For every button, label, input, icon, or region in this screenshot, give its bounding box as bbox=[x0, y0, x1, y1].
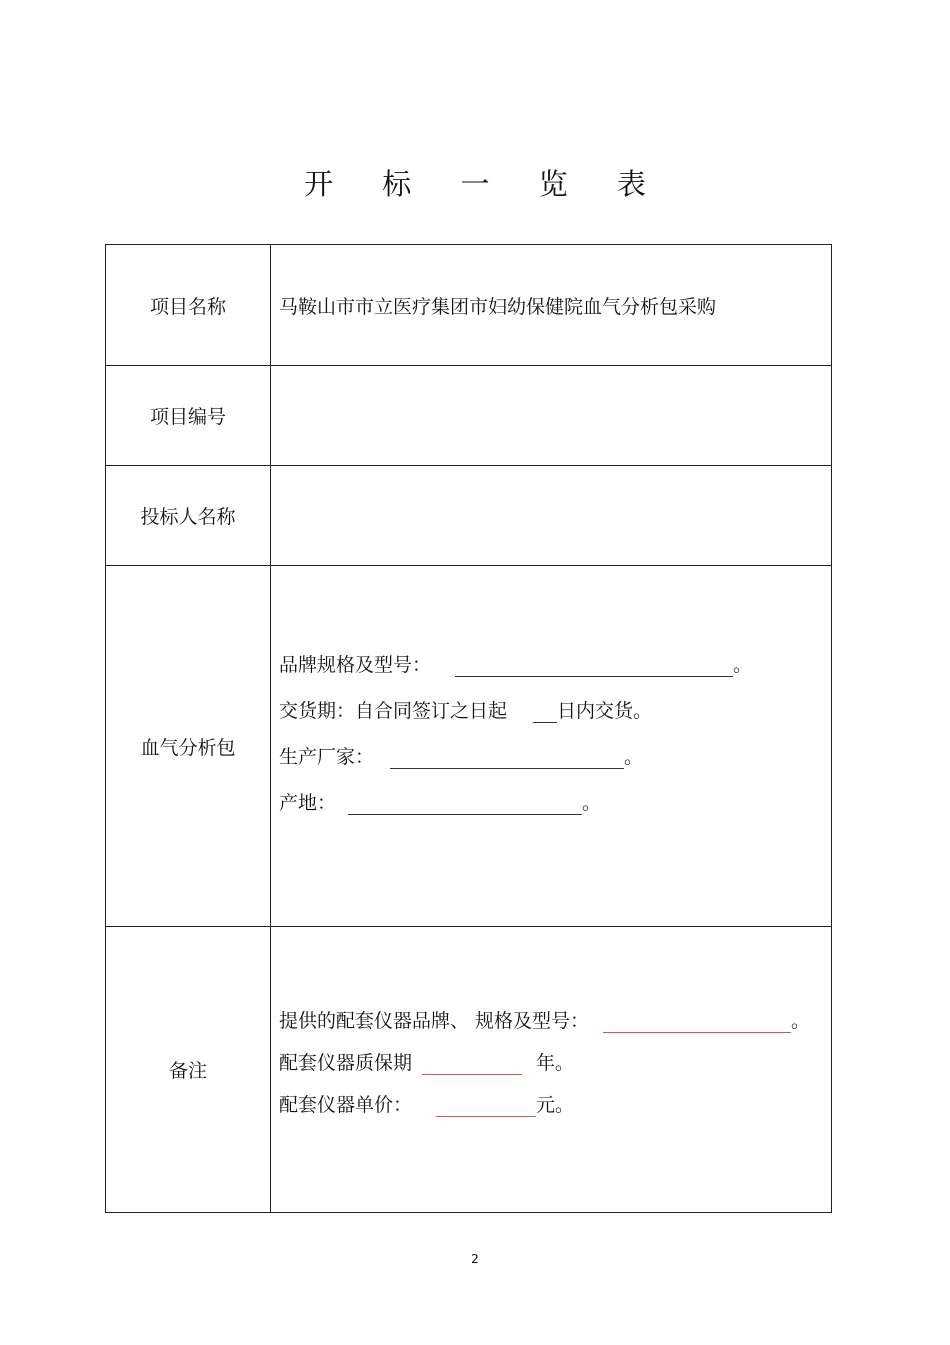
page-number: 2 bbox=[471, 1252, 479, 1266]
brand-model-line bbox=[279, 653, 831, 677]
project-code-value[interactable] bbox=[271, 366, 832, 466]
remark-details bbox=[271, 927, 832, 1213]
instrument-brand-model-line bbox=[279, 1009, 831, 1033]
instrument-warranty-blank[interactable] bbox=[422, 1054, 522, 1075]
product-details bbox=[271, 566, 832, 927]
remark-row bbox=[106, 927, 832, 1213]
brand-model-label: 品牌规格及型号： bbox=[279, 654, 432, 676]
manufacturer-label: 生产厂家： bbox=[279, 746, 375, 768]
project-code-label: 项目编号 bbox=[106, 366, 271, 466]
bidder-name-value[interactable] bbox=[271, 466, 832, 566]
project-code-row bbox=[106, 366, 832, 466]
instrument-warranty-suffix: 年。 bbox=[536, 1051, 575, 1074]
delivery-suffix: 日内交货。 bbox=[557, 700, 653, 722]
instrument-unit-price-blank[interactable] bbox=[436, 1096, 536, 1117]
remark-label: 备注 bbox=[106, 927, 271, 1213]
bidder-name-row bbox=[106, 466, 832, 566]
manufacturer-blank[interactable] bbox=[390, 748, 624, 769]
instrument-unit-price-suffix: 元。 bbox=[536, 1093, 575, 1116]
project-name-row bbox=[106, 245, 832, 366]
manufacturer-line bbox=[279, 745, 831, 769]
instrument-unit-price-line bbox=[279, 1093, 831, 1117]
origin-suffix: 。 bbox=[582, 792, 602, 814]
delivery-line bbox=[279, 699, 831, 723]
instrument-brand-model-suffix: 。 bbox=[791, 1009, 811, 1032]
instrument-warranty-line bbox=[279, 1051, 831, 1075]
brand-model-blank[interactable] bbox=[455, 656, 733, 677]
bid-opening-table bbox=[105, 244, 832, 1213]
product-row bbox=[106, 566, 832, 927]
instrument-unit-price-label: 配套仪器单价： bbox=[279, 1093, 413, 1116]
instrument-warranty-label: 配套仪器质保期 bbox=[279, 1051, 413, 1074]
document-title: 开 标 一 览 表 bbox=[304, 167, 666, 201]
instrument-brand-model-label: 提供的配套仪器品牌、 规格及型号： bbox=[279, 1009, 590, 1032]
project-name-label: 项目名称 bbox=[106, 245, 271, 366]
origin-label: 产地： bbox=[279, 792, 337, 814]
origin-line bbox=[279, 791, 831, 815]
delivery-prefix: 交货期：自合同签订之日起 bbox=[279, 700, 508, 722]
brand-model-suffix: 。 bbox=[733, 654, 753, 676]
delivery-days-blank[interactable] bbox=[533, 702, 557, 723]
product-label: 血气分析包 bbox=[106, 566, 271, 927]
origin-blank[interactable] bbox=[348, 794, 582, 815]
bidder-name-label: 投标人名称 bbox=[106, 466, 271, 566]
project-name-value: 马鞍山市市立医疗集团市妇幼保健院血气分析包采购 bbox=[271, 245, 832, 366]
instrument-brand-model-blank[interactable] bbox=[603, 1012, 791, 1033]
manufacturer-suffix: 。 bbox=[624, 746, 644, 768]
